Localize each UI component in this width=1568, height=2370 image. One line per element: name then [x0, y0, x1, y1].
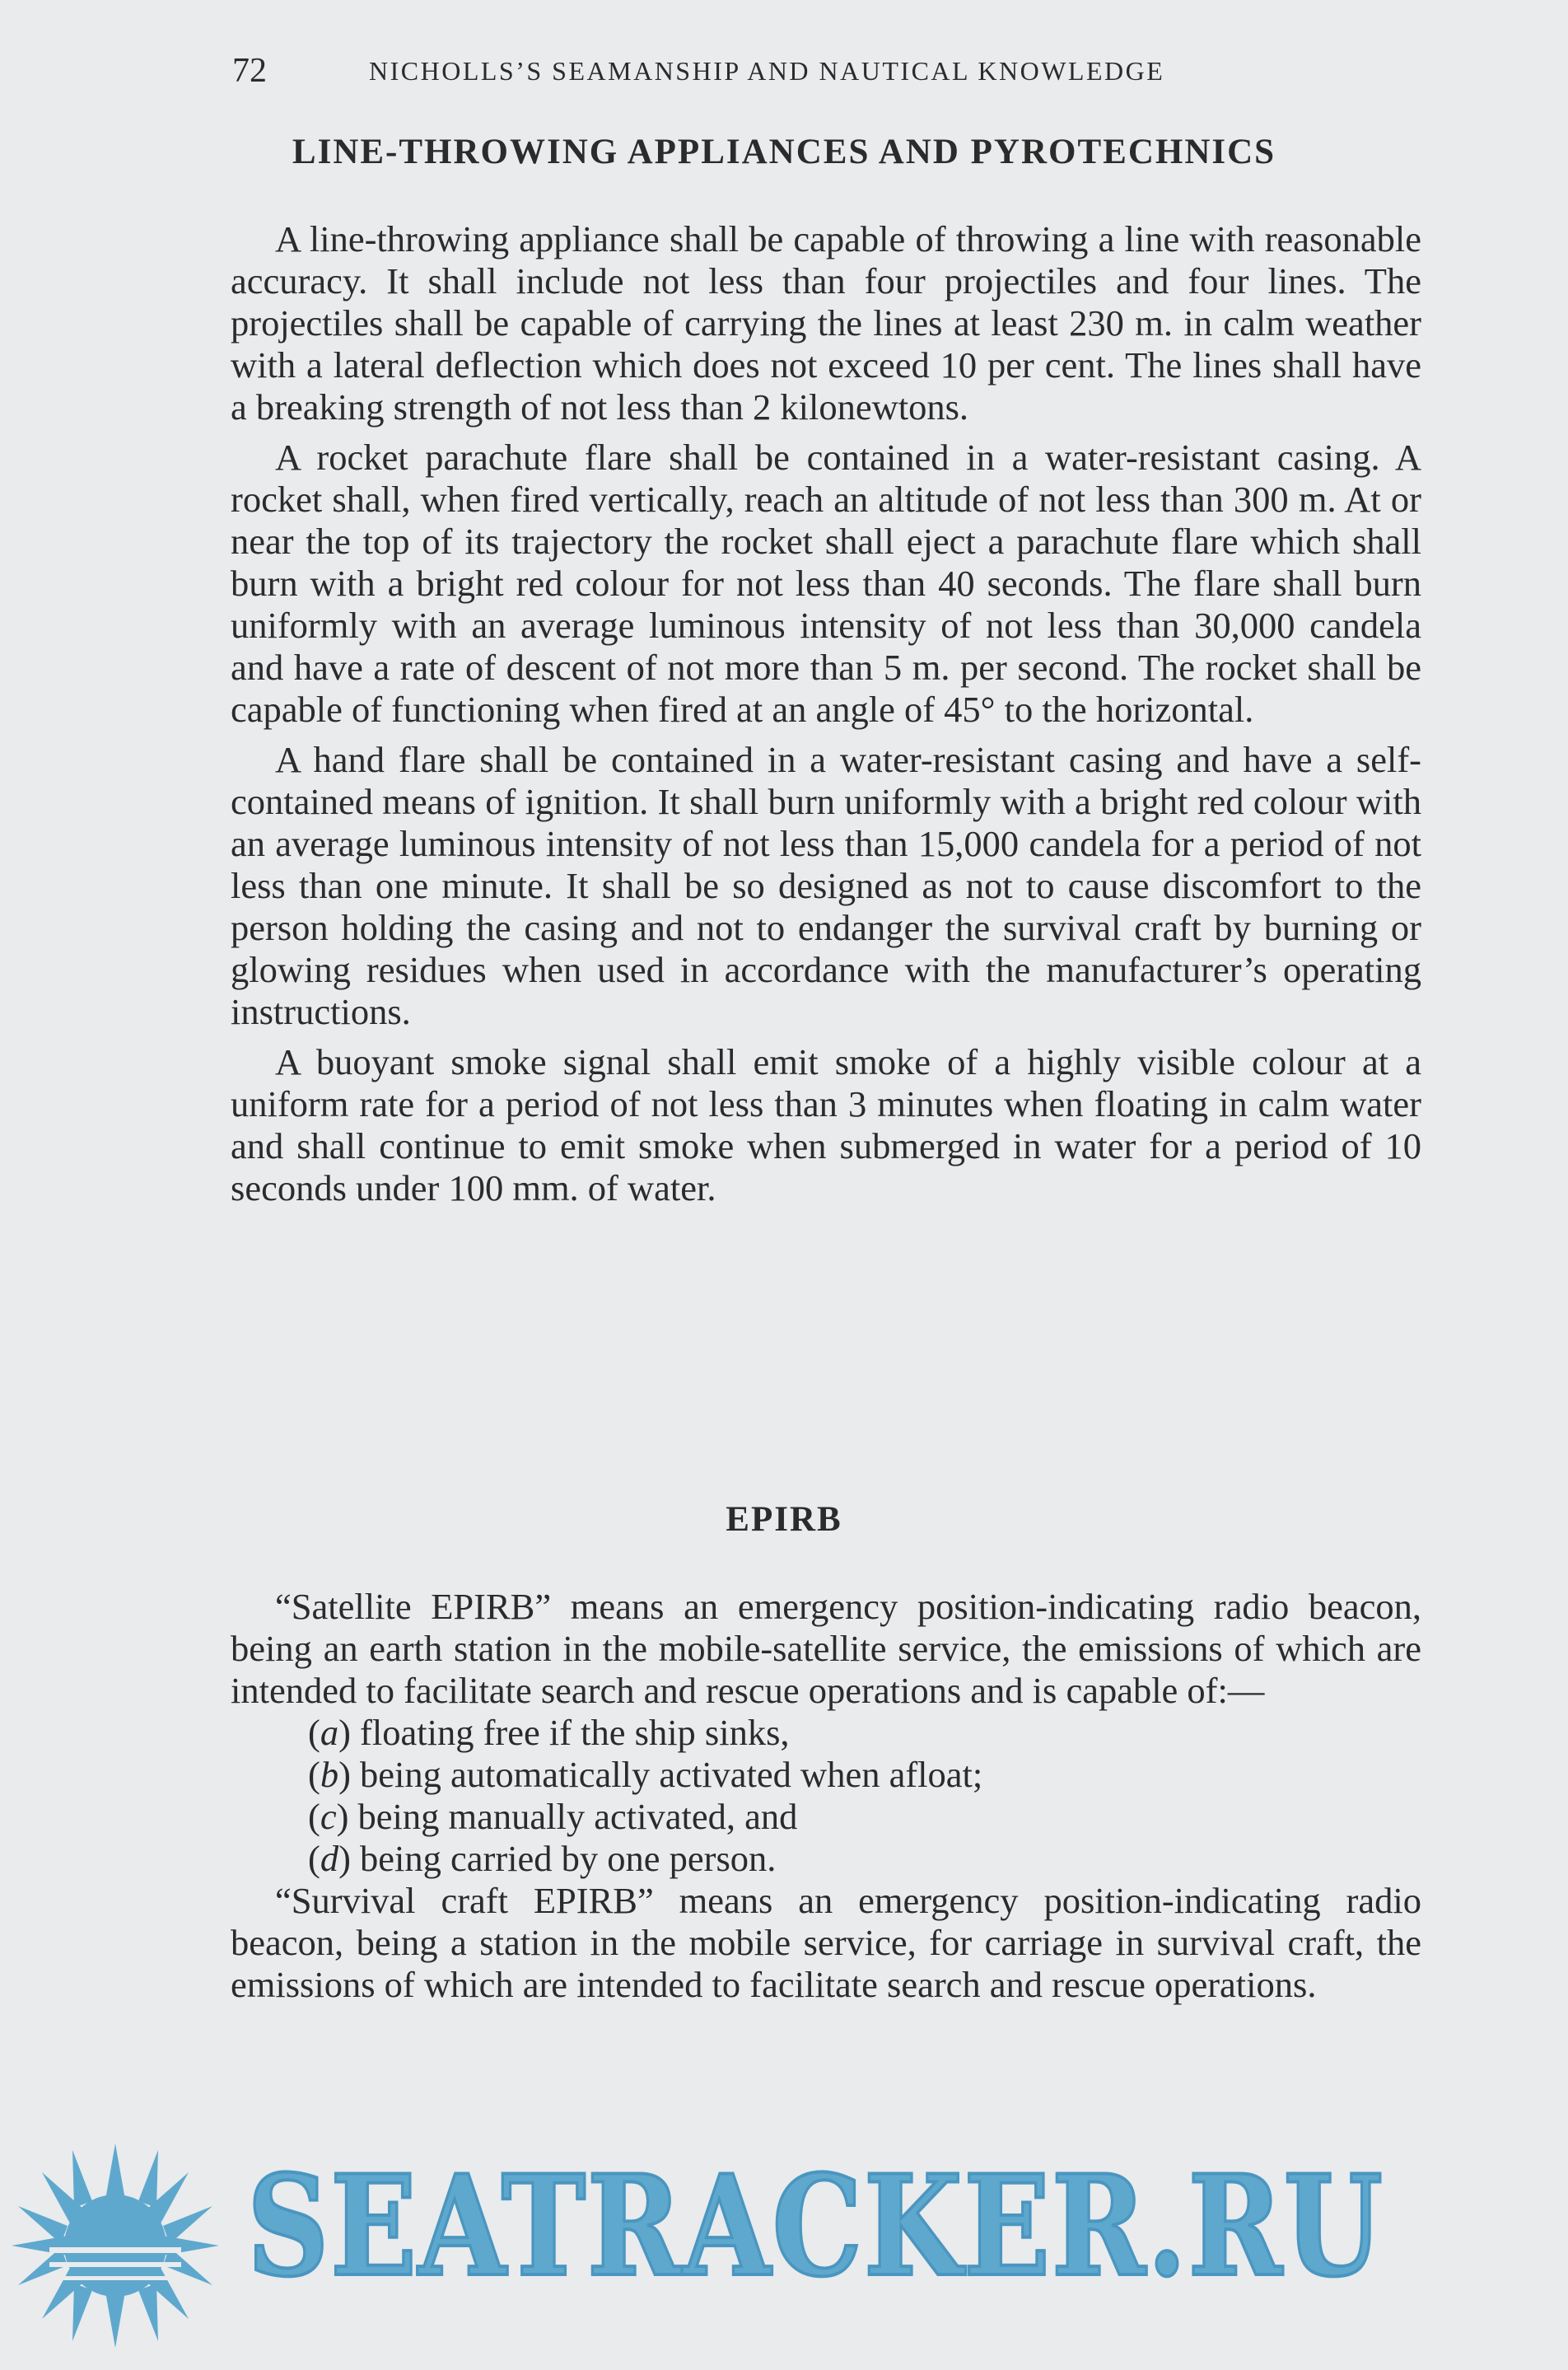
section-heading-line-throwing: LINE-THROWING APPLIANCES AND PYROTECHNICS: [292, 133, 1276, 171]
section-body-epirb: [231, 1586, 1421, 2006]
sun-icon: [0, 2142, 247, 2370]
list-item: (b) being automatically activated when afloat;: [308, 1754, 983, 1795]
list-item-text: being manually activated, and: [357, 1796, 798, 1837]
list-marker: d: [320, 1838, 339, 1879]
paragraph: A hand flare shall be contained in a water-resistant casing and have a self-contained means of ignition. It shall burn uniformly with a bright red colour with an average luminous intensity of not less than 15,000 candela for a period of not less than one minute. It shall be so designed as not to cause discomfort to the person holding the casing and not to endanger the survival craft by burning or glowing residues when used in accordance with the manufacturer’s operating instructions.: [231, 739, 1421, 1032]
list-item-text: being automatically activated when afloat;: [360, 1754, 983, 1795]
running-title: NICHOLLS’S SEAMANSHIP AND NAUTICAL KNOWLEDGE: [369, 56, 1165, 86]
capability-list: [231, 1712, 1421, 1880]
paragraph: “Satellite EPIRB” means an emergency position-indicating radio beacon, being an earth station in the mobile-satellite service, the emissions of which are intended to facilitate search and rescue operations and is capable of:—: [231, 1586, 1421, 1711]
list-marker: b: [320, 1754, 339, 1795]
list-item: (d) being carried by one person.: [308, 1838, 777, 1879]
list-marker: a: [320, 1712, 339, 1753]
paragraph: A rocket parachute flare shall be contained in a water-resistant casing. A rocket shall, when fired vertically, reach an altitude of not less than 300 m. At or near the top of its trajectory the rocket shall eject a parachute flare which shall burn with a bright red colour for not less than 40 seconds. The flare shall burn uniformly with an average luminous intensity of not less than 30,000 candela and have a rate of descent of not more than 5 m. per second. The rocket shall be capable of functioning when fired at an angle of 45° to the horizontal.: [231, 437, 1421, 730]
list-marker: c: [320, 1796, 337, 1837]
paragraph: “Survival craft EPIRB” means an emergency position-indicating radio beacon, being a station in the mobile service, for carriage in survival craft, the emissions of which are intended to facilitate search and rescue operations.: [231, 1880, 1421, 2005]
section-heading-epirb: EPIRB: [726, 1500, 842, 1539]
list-item: (a) floating free if the ship sinks,: [308, 1712, 790, 1753]
watermark-text: SEATRACKER.RU: [247, 2144, 1384, 2307]
list-item: (c) being manually activated, and: [308, 1796, 798, 1837]
section-body-line-throwing: [231, 218, 1421, 1209]
list-item-text: floating free if the ship sinks,: [360, 1712, 790, 1753]
running-head: [232, 51, 1286, 92]
paragraph: A line-throwing appliance shall be capable of throwing a line with reasonable accuracy. It shall include not less than four projectiles and four lines. The projectiles shall be capable of carrying the lines at least 230 m. in calm weather with a lateral deflection which does not exceed 10 per cent. The lines shall have a breaking strength of not less than 2 kilonewtons.: [231, 218, 1421, 428]
page-number: 72: [232, 52, 267, 90]
paragraph: A buoyant smoke signal shall emit smoke of a highly visible colour at a uniform rate for a period of not less than 3 minutes when floating in calm water and shall continue to emit smoke when submerged in water for a period of 10 seconds under 100 mm. of water.: [231, 1041, 1421, 1208]
list-item-text: being carried by one person.: [360, 1838, 777, 1879]
